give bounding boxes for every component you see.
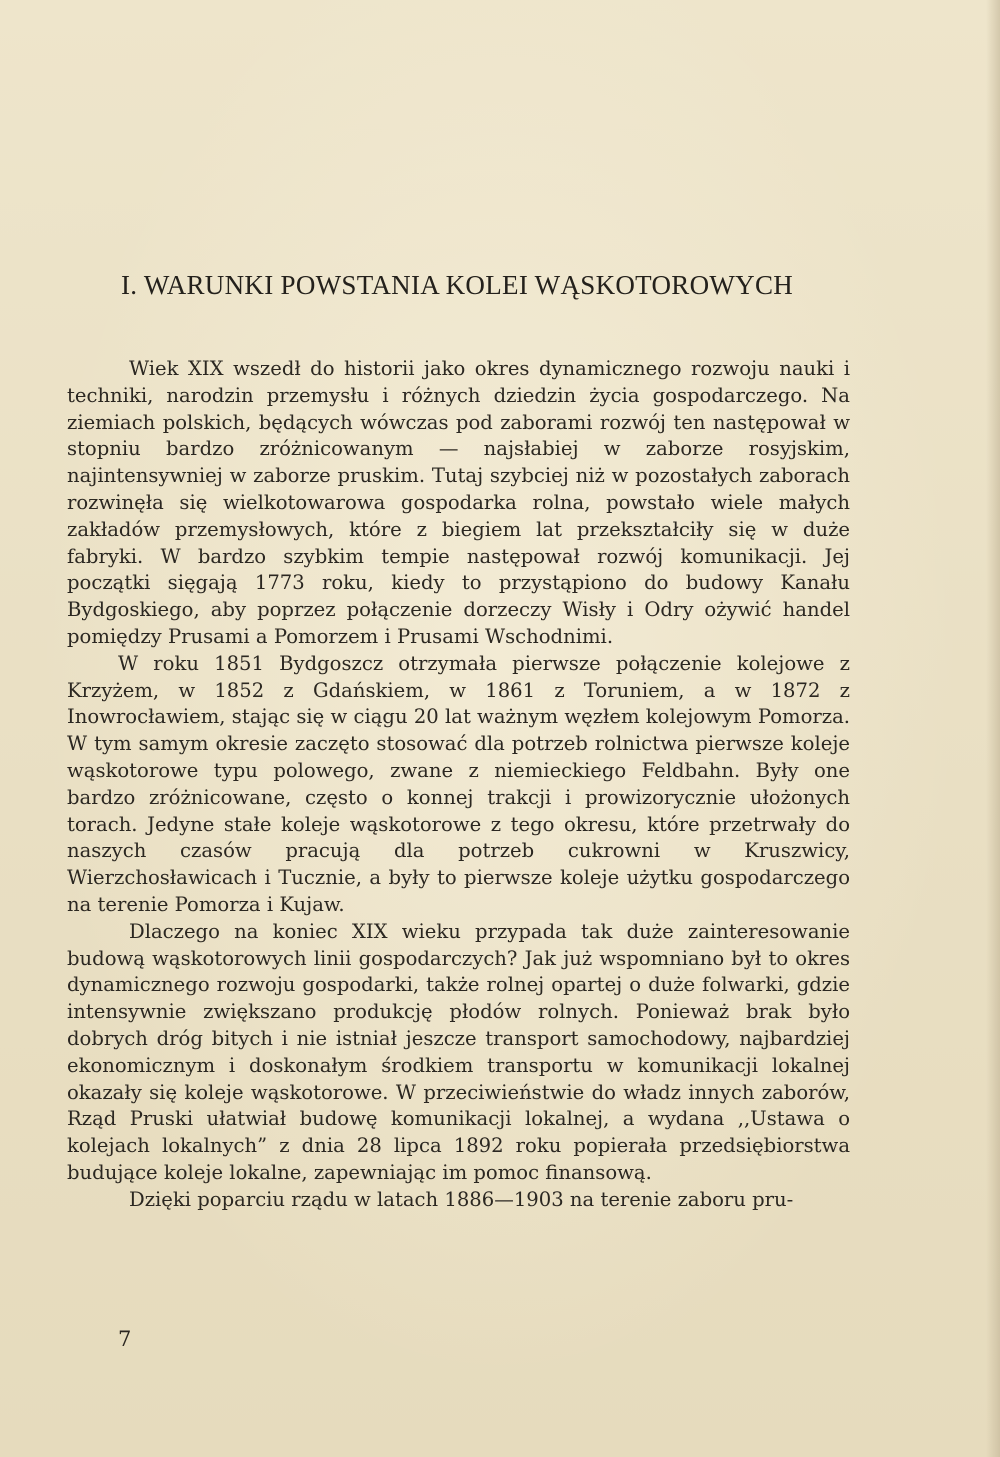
paragraph: Dzięki poparciu rządu w latach 1886—1903 na terenie zaboru pru- [129, 1187, 794, 1211]
chapter-title: I. WARUNKI POWSTANIA KOLEI WĄSKOTOROWYCH [121, 270, 794, 300]
page-number: 7 [118, 1327, 132, 1351]
paragraph: Dlaczego na koniec XIX wieku przypada tak duże zainteresowanie budową wąskotorowych linii gospodarczych? Jak już wspomniano był to okres dynamicznego rozwoju gospodarki, także rolnej opartej o duże folwarki, gdzie intensywnie zwiększano produkcję płodów rolnych. Ponieważ brak było dobrych dróg bitych i nie istniał jeszcze transport samochodowy, najbardziej ekonomicznym i doskonałym środkiem transportu w komunikacji lokalnej okazały się koleje wąskotorowe. W przeciwieństwie do władz innych zaborów, Rząd Pruski ułatwiał budowę komunikacji lokalnej, a wydana ,,Ustawa o kolejach lokalnych” z dnia 28 lipca 1892 roku popierała przedsiębiorstwa budujące koleje lokalne, zapewniając im pomoc finansową. [67, 919, 850, 1184]
paragraph: W roku 1851 Bydgoszcz otrzymała pierwsze połączenie kolejowe z Krzyżem, w 1852 z Gdańskiem, w 1861 z Toruniem, a w 1872 z Inowrocławiem, stając się w ciągu 20 lat ważnym węzłem kolejowym Pomorza. W tym samym okresie zaczęto stosować dla potrzeb rolnictwa pierwsze koleje wąskotorowe typu polowego, zwane z niemieckiego Feldbahn. Były one bardzo zróżnicowane, często o konnej trakcji i prowizorycznie ułożonych torach. Jedyne stałe koleje wąskotorowe z tego okresu, które przetrwały do naszych czasów pracują dla potrzeb cukrowni w Kruszwicy, Wierzchosławicach i Tucznie, a były to pierwsze koleje użytku gospodarczego na terenie Pomorza i Kujaw. [67, 651, 850, 916]
paragraph: Wiek XIX wszedł do historii jako okres dynamicznego rozwoju nauki i techniki, narodzin przemysłu i różnych dziedzin życia gospodarczego. Na ziemiach polskich, będących wówczas pod zaborami rozwój ten następował w stopniu bardzo zróżnicowanym — najsłabiej w zaborze rosyjskim, najintensywniej w zaborze pruskim. Tutaj szybciej niż w pozostałych zaborach rozwinęła się wielkotowarowa gospodarka rolna, powstało wiele małych zakładów przemysłowych, które z biegiem lat przekształciły się w duże fabryki. W bardzo szybkim tempie następował rozwój komunikacji. Jej początki sięgają 1773 roku, kiedy to przystąpiono do budowy Kanału Bydgoskiego, aby poprzez połączenie dorzeczy Wisły i Odry ożywić handel pomiędzy Prusami a Pomorzem i Prusami Wschodnimi. [67, 357, 850, 648]
body-text [67, 356, 850, 1214]
